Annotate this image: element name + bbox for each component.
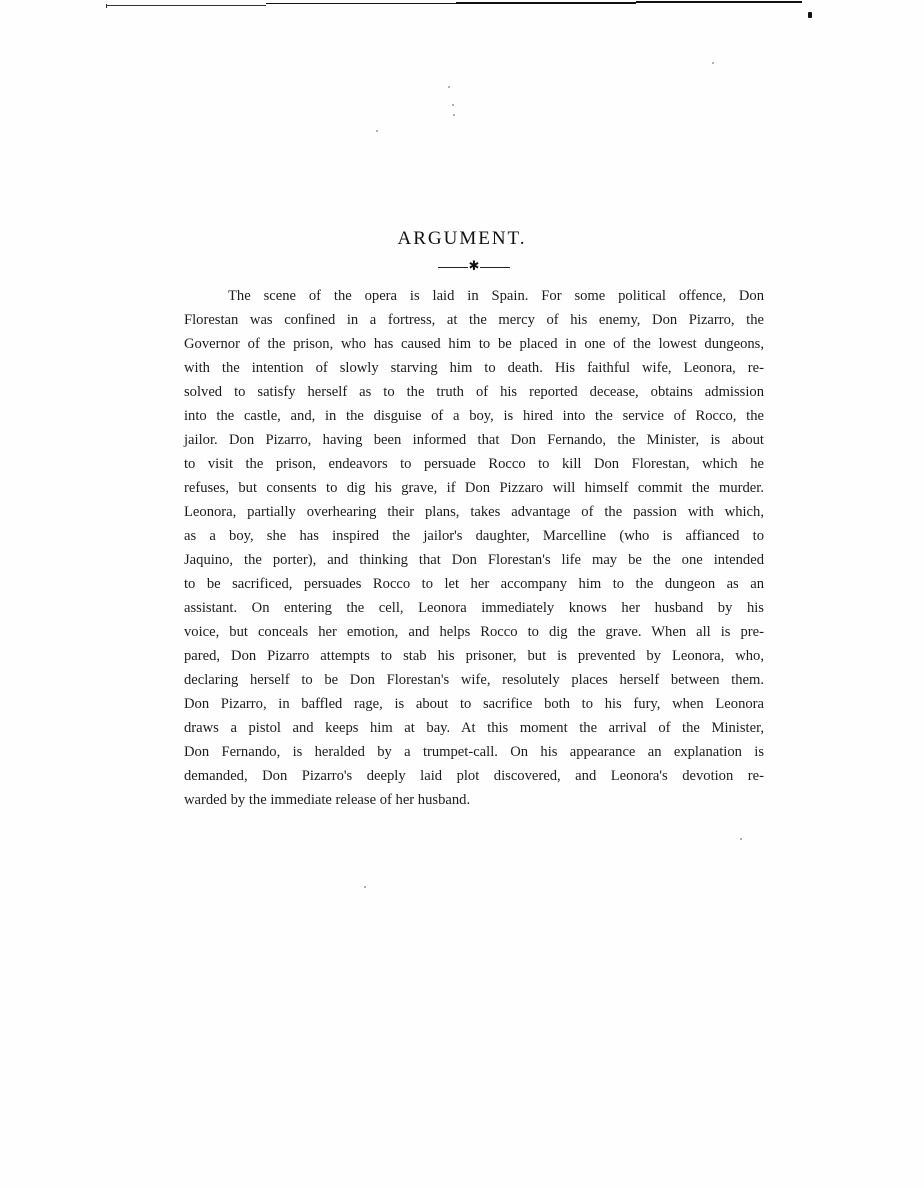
text-line: to be sacrificed, persuades Rocco to let her accompany him to the dungeon as an [184,576,764,592]
text-line: assistant. On entering the cell, Leonora immediately knows her husband by his [184,600,764,616]
top-edge-rule [266,3,456,4]
top-edge-rule [106,5,266,6]
scan-speck [376,130,378,132]
text-line: Don Fernando, is heralded by a trumpet-call. On his appearance an explanation is [184,744,764,760]
text-line: The scene of the opera is laid in Spain. For some political offence, Don [228,288,764,304]
asterism-icon: ✱ [468,258,480,273]
text-line: to visit the prison, endeavors to persuade Rocco to kill Don Florestan, which he [184,456,764,472]
ornament-rule-right [480,267,510,268]
scan-speck [448,86,450,88]
text-line: pared, Don Pizarro attempts to stab his prisoner, but is prevented by Leonora, who, [184,648,764,664]
text-line: voice, but conceals her emotion, and helps Rocco to dig the grave. When all is pre- [184,624,764,640]
text-line: Florestan was confined in a fortress, at the mercy of his enemy, Don Pizarro, the [184,312,764,328]
scan-speck [740,838,742,840]
text-line: into the castle, and, in the disguise of a boy, is hired into the service of Rocco, the [184,408,764,424]
text-line: draws a pistol and keeps him at bay. At this moment the arrival of the Minister, [184,720,764,736]
scan-speck [364,886,366,888]
title-ornament [438,260,510,274]
text-line: declaring herself to be Don Florestan's wife, resolutely places herself between them. [184,672,764,688]
top-edge-rule [456,2,636,4]
text-line: jailor. Don Pizarro, having been informed that Don Fernando, the Minister, is about [184,432,764,448]
argument-paragraph [184,284,764,812]
ornament-rule-left [438,267,468,268]
text-line: warded by the immediate release of her husband. [184,792,471,808]
text-line: Leonora, partially overhearing their plans, takes advantage of the passion with which, [184,504,764,520]
text-line: Jaquino, the porter), and thinking that Don Florestan's life may be the one intended [184,552,764,568]
text-line: Governor of the prison, who has caused him to be placed in one of the lowest dungeons, [184,336,764,352]
text-line: with the intention of slowly starving him to death. His faithful wife, Leonora, re- [184,360,764,376]
text-line: refuses, but consents to dig his grave, if Don Pizzaro will himself commit the murder. [184,480,764,496]
text-line: as a boy, she has inspired the jailor's daughter, Marcelline (who is affianced to [184,528,764,544]
scan-speck [452,104,454,106]
top-edge-rule [636,1,802,3]
text-line: Don Pizarro, in baffled rage, is about to sacrifice both to his fury, when Leonora [184,696,764,712]
text-line: demanded, Don Pizarro's deeply laid plot discovered, and Leonora's devotion re- [184,768,764,784]
scan-speck [453,114,455,116]
page-title: ARGUMENT. [397,228,527,249]
scan-speck [712,62,714,64]
scan-mark [808,12,812,18]
text-line: solved to satisfy herself as to the truth of his reported decease, obtains admission [184,384,764,400]
